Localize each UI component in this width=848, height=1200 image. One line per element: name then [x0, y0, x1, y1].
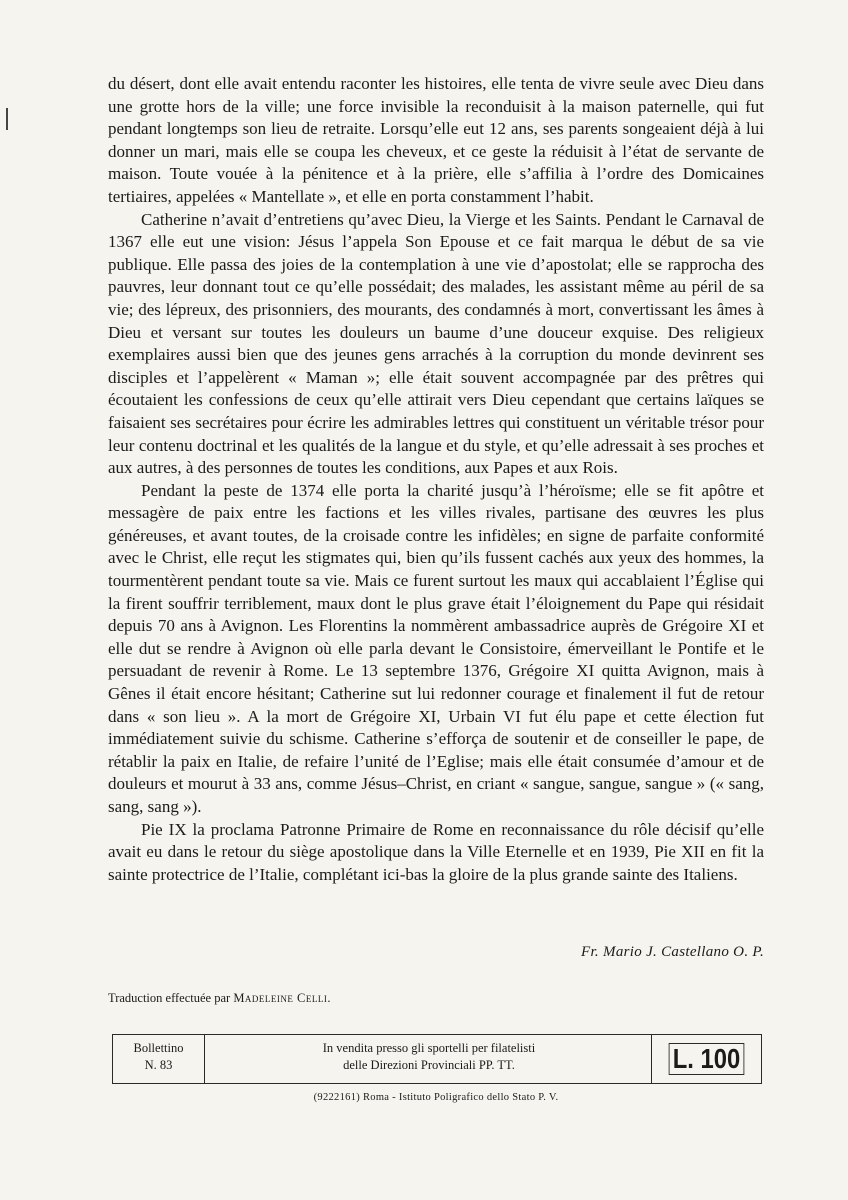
- bulletin-number: N. 83: [144, 1058, 173, 1072]
- author-signature: Fr. Mario J. Castellano O. P.: [580, 944, 764, 960]
- price-cell: [651, 1035, 761, 1083]
- bulletin-cell: [113, 1035, 205, 1083]
- page-edge-mark: [6, 108, 8, 130]
- translator-name: Madeleine Celli.: [233, 991, 331, 1005]
- article-body: [108, 73, 764, 886]
- paragraph-4: Pie IX la proclama Patronne Primaire de Rome en reconnaissance du rôle décisif qu’elle avait eu dans le retour du siège apostolique dans la Ville Eternelle et en 1939, Pie XII en fit la sainte protectrice de l’Italie, complétant ici-bas la gloire de la plus grande sainte des Italiens.: [108, 819, 764, 884]
- paragraph-1: du désert, dont elle avait entendu raconter les histoires, elle tenta de vivre seule avec Dieu dans une grotte hors de la ville; une force invisible la reconduisit à la maison paternelle, qui fut pendant longtemps son lieu de retraite. Lorsqu’elle eut 12 ans, ses parents songeaient déjà à lui donner un mari, mais elle se coupa les cheveux, et ce geste la réduisit à l’état de servante de maison. Toute vouée à la pénitence et à la prière, elle s’affilia à l’ordre des Domicaines tertiaires, appelées « Mantellate », et elle en porta constamment l’habit.: [108, 74, 764, 206]
- sale-info-line-2: delle Direzioni Provinciali PP. TT.: [343, 1058, 515, 1072]
- footer-box: [112, 1034, 762, 1084]
- bulletin-label: Bollettino: [133, 1041, 184, 1055]
- sale-info-line-1: In vendita presso gli sportelli per filatelisti: [322, 1041, 536, 1055]
- translation-credit: [108, 991, 764, 1006]
- paragraph-2: Catherine n’avait d’entretiens qu’avec Dieu, la Vierge et les Saints. Pendant le Carnaval de 1367 elle eut une vision: Jésus l’appela Son Epouse et ce fait marqua le début de sa vie publique. Elle passa des joies de la contemplation à une vie d’apostolat; elle se rapprocha des pauvres, leur donnant tout ce qu’elle possédait; des malades, les assistant même au péril de sa vie; des lépreux, des prisonniers, des mourants, des condamnés à mort, convertissant les âmes à Dieu et versant sur toutes les douleurs un baume d’une douceur exquise. Des religieux exemplaires aussi bien que des jeunes gens arrachés à la corruption du monde devinrent ses disciples et l’appelèrent « Maman »; elle était souvent accompagnée par des prêtres qui écoutaient les confessions de ceux qu’elle attirait vers Dieu cependant que certains laïques se faisaient ses secrétaires pour écrire les admirables lettres qui constituent un véritable trésor pour leur contenu doctrinal et les qualités de la langue et du style, et qu’elle adressait à ses proches et aux autres, à des personnes de toutes les conditions, aux Papes et aux Rois.: [108, 209, 764, 478]
- printer-imprint: (9222161) Roma - Istituto Poligrafico dello Stato P. V.: [313, 1092, 559, 1103]
- paragraph-3: Pendant la peste de 1374 elle porta la charité jusqu’à l’héroïsme; elle se fit apôtre et messagère de paix entre les factions et les villes rivales, partisane des œuvres les plus généreuses, et avant toutes, de la croisade contre les infidèles; en signe de parfaite conformité avec le Christ, elle reçut les stigmates qui, bien qu’ils fussent cachés aux yeux des hommes, la tourmentèrent pendant toute sa vie. Mais ce furent surtout les maux qui accablaient l’Église qui la firent souffrir terriblement, maux dont le plus grave était l’éloignement du Pape qui résidait depuis 70 ans à Avignon. Les Florentins la nommèrent ambassadrice auprès de Grégoire XI et elle dut se rendre à Avignon où elle parla devant le Consistoire, émerveillant le Pontife et le persuadant de revenir à Rome. Le 13 septembre 1376, Grégoire XI quitta Avignon, mais à Gênes il était encore hésitant; Catherine sut lui redonner courage et finalement il fut de retour dans « son lieu ». A la mort de Grégoire XI, Urbain VI fut élu pape et cette élection fut immédiatement suivie du schisme. Catherine s’efforça de soutenir et de conseiller le pape, de rétablir la paix en Italie, de refaire l’unité de l’Eglise; mais elle était consumée d’amour et de douleurs et mourut à 33 ans, comme Jésus–Christ, en criant « sangue, sangue, sangue » (« sang, sang, sang »).: [108, 480, 764, 816]
- price-label: L. 100: [669, 1043, 745, 1075]
- sale-info-cell: [205, 1035, 653, 1088]
- translation-prefix: Traduction effectuée par: [108, 991, 231, 1005]
